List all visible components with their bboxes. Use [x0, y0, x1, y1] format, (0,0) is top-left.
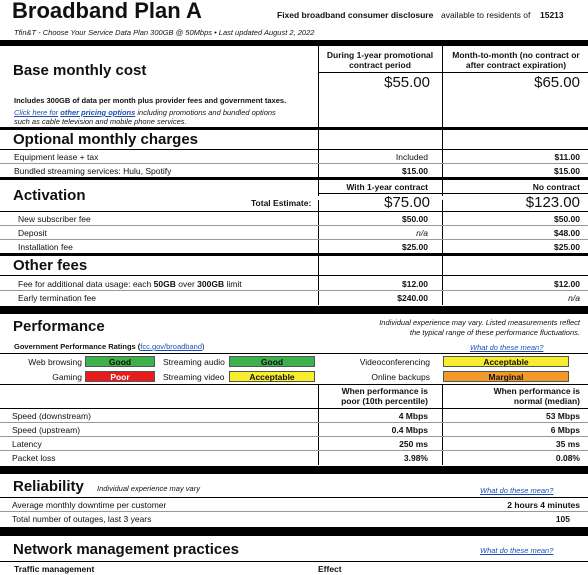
activation-row-m2m: $48.00 [554, 228, 580, 238]
reliability-row-value: 105 [555, 514, 570, 524]
col-header-promo: During 1-year promotional contract period [326, 50, 434, 70]
row-divider [0, 290, 588, 291]
perf-row-poor: 250 ms [399, 439, 428, 449]
ratings-close: ) [202, 342, 205, 351]
pricing-link-rest2: such as cable television and mobile phone services. [14, 117, 187, 126]
base-cost-title: Base monthly cost [13, 62, 147, 79]
activation-title: Activation [13, 187, 86, 204]
base-price-m2m: $65.00 [534, 74, 580, 91]
row-divider [0, 225, 588, 226]
section-divider [0, 253, 588, 256]
perf-row-label: Speed (downstream) [12, 411, 91, 421]
row-divider [0, 353, 588, 354]
pricing-link-lead[interactable]: Click here for [14, 108, 59, 117]
government-ratings [14, 342, 205, 351]
activation-col-promo: With 1-year contract [346, 182, 428, 192]
fcc-link[interactable]: fcc.gov/broadband [140, 342, 202, 351]
activation-row-label: Deposit [18, 228, 47, 238]
activation-row-label: Installation fee [18, 242, 73, 252]
activation-row-promo: $25.00 [402, 242, 428, 252]
reliability-note: Individual experience may vary [97, 484, 200, 493]
row-divider [0, 561, 588, 562]
col-header-normal: When performance is [493, 386, 580, 396]
reliability-row-label: Average monthly downtime per customer [12, 500, 167, 510]
reliability-row-label: Total number of outages, last 3 years [12, 514, 152, 524]
activation-row-m2m: $25.00 [554, 242, 580, 252]
other-row-promo: $12.00 [402, 279, 428, 289]
row-divider [0, 149, 588, 150]
rating-label: Web browsing [28, 357, 82, 367]
row-divider [0, 436, 588, 437]
optional-row-promo: $15.00 [402, 166, 428, 176]
zip-code: 15213 [540, 10, 564, 20]
optional-title: Optional monthly charges [13, 131, 199, 148]
row-divider [0, 408, 588, 409]
other-row-m2m: n/a [568, 293, 580, 303]
column-divider [318, 46, 319, 196]
performance-note: the typical range of these performance fluctuations. [409, 328, 580, 337]
optional-row-m2m: $11.00 [554, 152, 580, 162]
perf-row-poor: 0.4 Mbps [391, 425, 428, 435]
rating-badge-acceptable: Acceptable [443, 356, 569, 367]
rating-badge-good: Good [229, 356, 315, 367]
col-header-poor: When performance is [341, 386, 428, 396]
other-row-label: Early termination fee [18, 293, 96, 303]
row-divider [0, 163, 588, 164]
ratings-label: Government Performance Ratings ( [14, 342, 141, 351]
optional-row-label: Bundled streaming services: Hulu, Spotify [14, 166, 172, 176]
label-text: 50GB [153, 279, 176, 289]
col-header-poor: poor (10th percentile) [341, 396, 428, 406]
network-what-link[interactable]: What do these mean? [480, 546, 554, 555]
page-title: Broadband Plan A [12, 0, 202, 23]
column-divider [442, 385, 443, 465]
rating-label: Online backups [371, 372, 430, 382]
base-price-promo: $55.00 [384, 74, 430, 91]
col-header-m2m: Month-to-month (no contract or after contract expiration) [452, 50, 580, 70]
disclosure-label: Fixed broadband consumer disclosure [277, 10, 434, 20]
performance-what-link[interactable]: What do these mean? [470, 343, 544, 352]
activation-row-promo: $50.00 [402, 214, 428, 224]
other-fees-title: Other fees [13, 257, 88, 274]
label-text: over [178, 279, 195, 289]
residents-label: available to residents of [441, 10, 531, 20]
section-divider [0, 177, 588, 180]
divider-bar [0, 466, 588, 474]
perf-row-label: Packet loss [12, 453, 56, 463]
network-col-effect: Effect [318, 564, 342, 574]
rating-label: Streaming audio [163, 357, 225, 367]
total-estimate-m2m: $123.00 [525, 194, 580, 211]
activation-row-m2m: $50.00 [554, 214, 580, 224]
perf-row-normal: 6 Mbps [550, 425, 580, 435]
section-divider [0, 127, 588, 130]
rating-badge-poor: Poor [85, 371, 155, 382]
row-divider [0, 450, 588, 451]
label-text: limit [226, 279, 242, 289]
row-divider [0, 211, 588, 212]
rating-badge-acceptable: Acceptable [229, 371, 315, 382]
optional-row-m2m: $15.00 [554, 166, 580, 176]
col-header-normal: normal (median) [513, 396, 580, 406]
total-estimate-label: Total Estimate: [251, 198, 312, 208]
perf-row-label: Speed (upstream) [12, 425, 81, 435]
rating-label: Streaming video [163, 372, 225, 382]
pricing-link-rest: including promotions and bundled options [137, 108, 276, 117]
row-divider [0, 275, 588, 276]
perf-row-normal: 53 Mbps [545, 411, 580, 421]
other-row-promo: $240.00 [397, 293, 428, 303]
reliability-row-value: 2 hours 4 minutes [507, 500, 580, 510]
row-divider [0, 384, 588, 385]
pricing-options-link[interactable]: other pricing options [60, 108, 136, 117]
rating-badge-good: Good [85, 356, 155, 367]
other-row-m2m: $12.00 [554, 279, 580, 289]
performance-title: Performance [13, 318, 105, 335]
perf-row-label: Latency [12, 439, 42, 449]
performance-note: Individual experience may vary. Listed measurements reflect [379, 318, 580, 327]
optional-row-promo: Included [395, 152, 428, 162]
divider-bar [0, 306, 588, 314]
optional-row-label: Equipment lease + tax [14, 152, 99, 162]
network-col-traffic: Traffic management [14, 564, 95, 574]
additional-data-fee-label [18, 279, 242, 289]
network-title: Network management practices [13, 541, 239, 558]
reliability-what-link[interactable]: What do these mean? [480, 486, 554, 495]
perf-row-normal: 0.08% [555, 453, 580, 463]
row-divider [0, 511, 588, 512]
base-note: Includes 300GB of data per month plus provider fees and government taxes. [14, 96, 287, 105]
label-text: 300GB [197, 279, 225, 289]
perf-row-poor: 4 Mbps [398, 411, 428, 421]
row-divider [318, 72, 588, 73]
row-divider [0, 497, 588, 498]
total-estimate-promo: $75.00 [384, 194, 430, 211]
label-text: Fee for additional data usage: each [18, 279, 152, 289]
pricing-options [14, 108, 276, 117]
divider-bar [0, 40, 588, 46]
divider-bar [0, 527, 588, 536]
row-divider [0, 422, 588, 423]
column-divider [318, 385, 319, 465]
perf-row-normal: 35 ms [555, 439, 580, 449]
activation-col-m2m: No contract [532, 182, 580, 192]
rating-label: Videoconferencing [359, 357, 430, 367]
plan-subtitle: Tfin&T - Choose Your Service Data Plan 300GB @ 50Mbps • Last updated August 2, 2022 [14, 28, 315, 37]
perf-row-poor: 3.98% [403, 453, 428, 463]
column-divider [442, 46, 443, 196]
rating-badge-marginal: Marginal [443, 371, 569, 382]
activation-row-label: New subscriber fee [18, 214, 91, 224]
rating-label: Gaming [52, 372, 82, 382]
activation-row-promo: n/a [416, 228, 428, 238]
row-divider [0, 239, 588, 240]
reliability-title: Reliability [13, 478, 84, 495]
